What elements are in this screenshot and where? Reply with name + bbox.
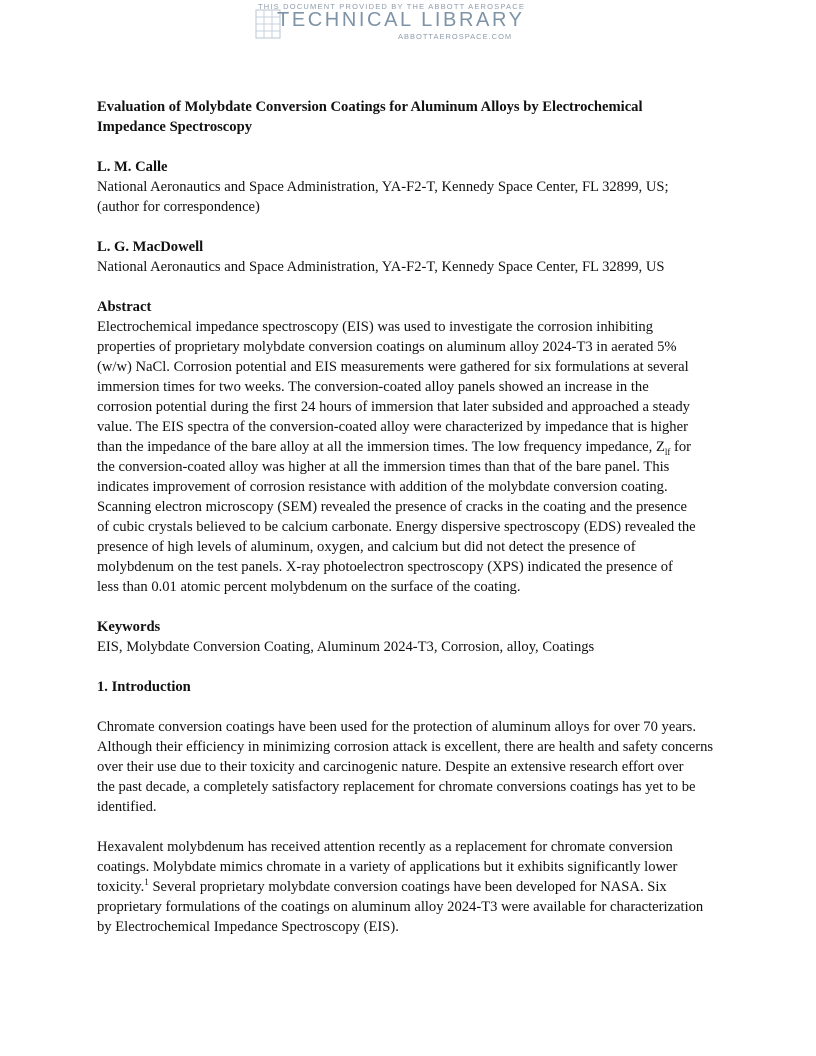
abstract-line: presence of high levels of aluminum, oxygen, and calcium but did not detect the presence of (97, 539, 636, 555)
affiliation-line: National Aeronautics and Space Administration, YA-F2-T, Kennedy Space Center, FL 32899, US (97, 259, 665, 275)
keywords-text: EIS, Molybdate Conversion Coating, Aluminum 2024-T3, Corrosion, alloy, Coatings (97, 639, 595, 655)
abstract-line: Electrochemical impedance spectroscopy (EIS) was used to investigate the corrosion inhibiting (97, 319, 654, 335)
abstract-line: immersion times for two weeks. The conversion-coated alloy panels showed an increase in the (97, 379, 649, 395)
abstract-line: the conversion-coated alloy was higher at all the immersion times than that of the bare panel. This (97, 459, 670, 475)
intro-line (97, 877, 722, 897)
affiliation-line: National Aeronautics and Space Administration, YA-F2-T, Kennedy Space Center, FL 32899, US; (97, 179, 669, 195)
author-affiliation (97, 257, 722, 277)
abstract-line: less than 0.01 atomic percent molybdenum on the surface of the coating. (97, 579, 521, 595)
watermark (255, 2, 555, 42)
intro-line: Hexavalent molybdenum has received attention recently as a replacement for chromate conversion (97, 839, 673, 855)
toxicity-word: toxicity. (97, 879, 145, 895)
watermark-provider-text: THIS DOCUMENT PROVIDED BY THE ABBOTT AEROSPACE (258, 2, 526, 11)
abstract-z-after: for (670, 439, 692, 455)
paper-page (97, 97, 722, 937)
intro-line: identified. (97, 799, 157, 815)
watermark-url: ABBOTTAEROSPACE.COM (398, 32, 513, 41)
abstract-line (97, 437, 722, 457)
keywords-heading: Keywords (97, 619, 161, 635)
author-affiliation (97, 177, 722, 217)
abstract-line: properties of proprietary molybdate conversion coatings on aluminum alloy 2024-T3 in aerated 5% (97, 339, 677, 355)
intro-line: Although their efficiency in minimizing corrosion attack is excellent, there are health and safety concerns (97, 739, 714, 755)
abstract-line: indicates improvement of corrosion resistance with addition of the molybdate conversion coating. (97, 479, 668, 495)
intro-line: proprietary formulations of the coatings on aluminum alloy 2024-T3 were available for characterization (97, 899, 704, 915)
intro-line: the past decade, a completely satisfactory replacement for chromate conversions coatings has yet to be (97, 779, 696, 795)
footnote-reference: 1 (144, 877, 149, 888)
introduction-paragraph (97, 837, 722, 937)
abstract-line: Scanning electron microscopy (SEM) revealed the presence of cracks in the coating and the presence (97, 499, 687, 515)
abstract-line: value. The EIS spectra of the conversion-coated alloy were characterized by impedance that is higher (97, 419, 688, 435)
abstract-z-text: than the impedance of the bare alloy at all the immersion times. The low frequency impedance, Z (97, 439, 665, 455)
paper-title (97, 97, 722, 137)
author-name: L. M. Calle (97, 159, 168, 175)
abstract-heading: Abstract (97, 299, 152, 315)
toxicity-rest: Several proprietary molybdate conversion coatings have been developed for NASA. Six (148, 879, 667, 895)
author-name: L. G. MacDowell (97, 239, 204, 255)
affiliation-line: (author for correspondence) (97, 199, 260, 215)
abstract-line: molybdenum on the test panels. X-ray photoelectron spectroscopy (XPS) indicated the presence of (97, 559, 673, 575)
intro-line: Chromate conversion coatings have been used for the protection of aluminum alloys for over 70 years. (97, 719, 696, 735)
title-line: Evaluation of Molybdate Conversion Coatings for Aluminum Alloys by Electrochemical (97, 99, 643, 115)
abstract-line: (w/w) NaCl. Corrosion potential and EIS measurements were gathered for six formulations at several (97, 359, 689, 375)
z-subscript: lf (664, 446, 671, 457)
watermark-title: TECHNICAL LIBRARY (277, 9, 525, 31)
introduction-paragraph (97, 717, 722, 817)
intro-line: by Electrochemical Impedance Spectroscopy (EIS). (97, 919, 399, 935)
intro-line: coatings. Molybdate mimics chromate in a variety of applications but it exhibits significantly lower (97, 859, 678, 875)
abstract-line: corrosion potential during the first 24 hours of immersion that later subsided and approached a steady (97, 399, 690, 415)
abstract-text (97, 317, 722, 597)
abstract-line: of cubic crystals believed to be calcium carbonate. Energy dispersive spectroscopy (EDS) revealed the (97, 519, 696, 535)
intro-line: over their use due to their toxicity and carcinogenic nature. Despite an extensive research effort over (97, 759, 684, 775)
title-line: Impedance Spectroscopy (97, 119, 252, 135)
introduction-heading: 1. Introduction (97, 679, 191, 695)
